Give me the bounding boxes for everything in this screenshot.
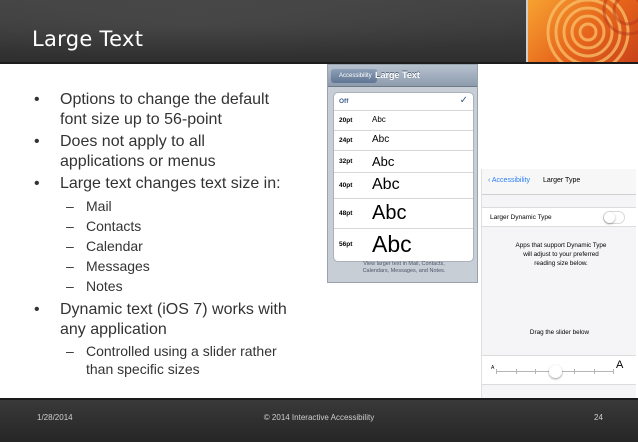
slider-tick — [516, 369, 517, 374]
bullet-item: • Does not apply to all applications or menus — [34, 133, 216, 170]
footer-copyright: © 2014 Interactive Accessibility — [263, 413, 375, 422]
text-size-slider — [482, 355, 636, 385]
page-number: 24 — [594, 413, 603, 422]
drag-instruction: Drag the slider below — [529, 329, 590, 336]
bullet-item: • Dynamic text (iOS 7) works with any application — [34, 301, 287, 338]
slide-body — [30, 90, 320, 378]
slide-footer — [0, 398, 638, 442]
nav-title: Large Text — [375, 70, 420, 80]
footer-date: 1/28/2014 — [37, 413, 73, 422]
back-button: Accessibility — [331, 69, 377, 83]
slider-tick — [594, 369, 595, 374]
slider-tick — [496, 369, 497, 374]
back-button: ‹ Accessibility — [488, 177, 531, 184]
toggle-label: Larger Dynamic Type — [490, 214, 552, 221]
list-item: 56pt Abc — [339, 231, 412, 257]
navigation-bar — [328, 65, 477, 87]
bullet-glyph: • — [34, 301, 40, 318]
bullet-glyph: • — [34, 175, 40, 192]
header-divider — [0, 62, 638, 64]
navigation-bar — [482, 169, 636, 195]
sub-item: – Notes — [66, 278, 123, 294]
bullet-glyph: • — [34, 133, 40, 150]
ios7-larger-type-screenshot — [481, 169, 636, 398]
dynamic-type-row — [482, 207, 636, 227]
checkmark-icon: ✓ — [459, 95, 468, 106]
bullet-item: • Large text changes text size in: — [34, 175, 281, 192]
list-item: 40pt Abc — [334, 173, 473, 199]
toggle-knob — [604, 212, 615, 223]
caption: View larger text in Mail, Contacts, Calendars, Messages, and Notes. — [362, 261, 446, 274]
nav-title: Larger Type — [543, 177, 581, 184]
bullet-glyph: • — [34, 91, 40, 108]
dynamic-type-description: Apps that support Dynamic Type will adjust to your preferred reading size below. — [515, 242, 607, 267]
list-item: 24pt Abc — [334, 131, 473, 151]
slider-thumb — [549, 365, 562, 378]
sub-item: – Calendar — [66, 238, 143, 254]
brand-logo — [526, 0, 638, 62]
bullet-item: • Options to change the default font size up to 56-point — [34, 91, 270, 128]
larger-dynamic-type-toggle — [603, 211, 625, 224]
text-size-list — [333, 92, 474, 262]
slider-tick — [613, 369, 614, 374]
large-a-icon: A — [616, 359, 624, 371]
sub-item: – Messages — [66, 258, 150, 274]
footer-divider — [0, 398, 638, 400]
slider-tick — [535, 369, 536, 374]
list-item: 32pt Abc — [334, 151, 473, 173]
ios6-large-text-screenshot — [327, 64, 478, 283]
slider-tick — [574, 369, 575, 374]
list-item: Off ✓ — [334, 93, 473, 111]
small-a-icon: A — [491, 365, 495, 371]
slide-title: Large Text — [32, 27, 144, 51]
slide-header — [0, 0, 638, 62]
sub-item: – Controlled using a slider rather than specific sizes — [66, 343, 277, 377]
list-item: 20pt Abc — [334, 111, 473, 131]
list-item: 48pt Abc — [334, 199, 473, 229]
sub-item: – Mail — [66, 198, 112, 214]
sub-item: – Contacts — [66, 218, 142, 234]
